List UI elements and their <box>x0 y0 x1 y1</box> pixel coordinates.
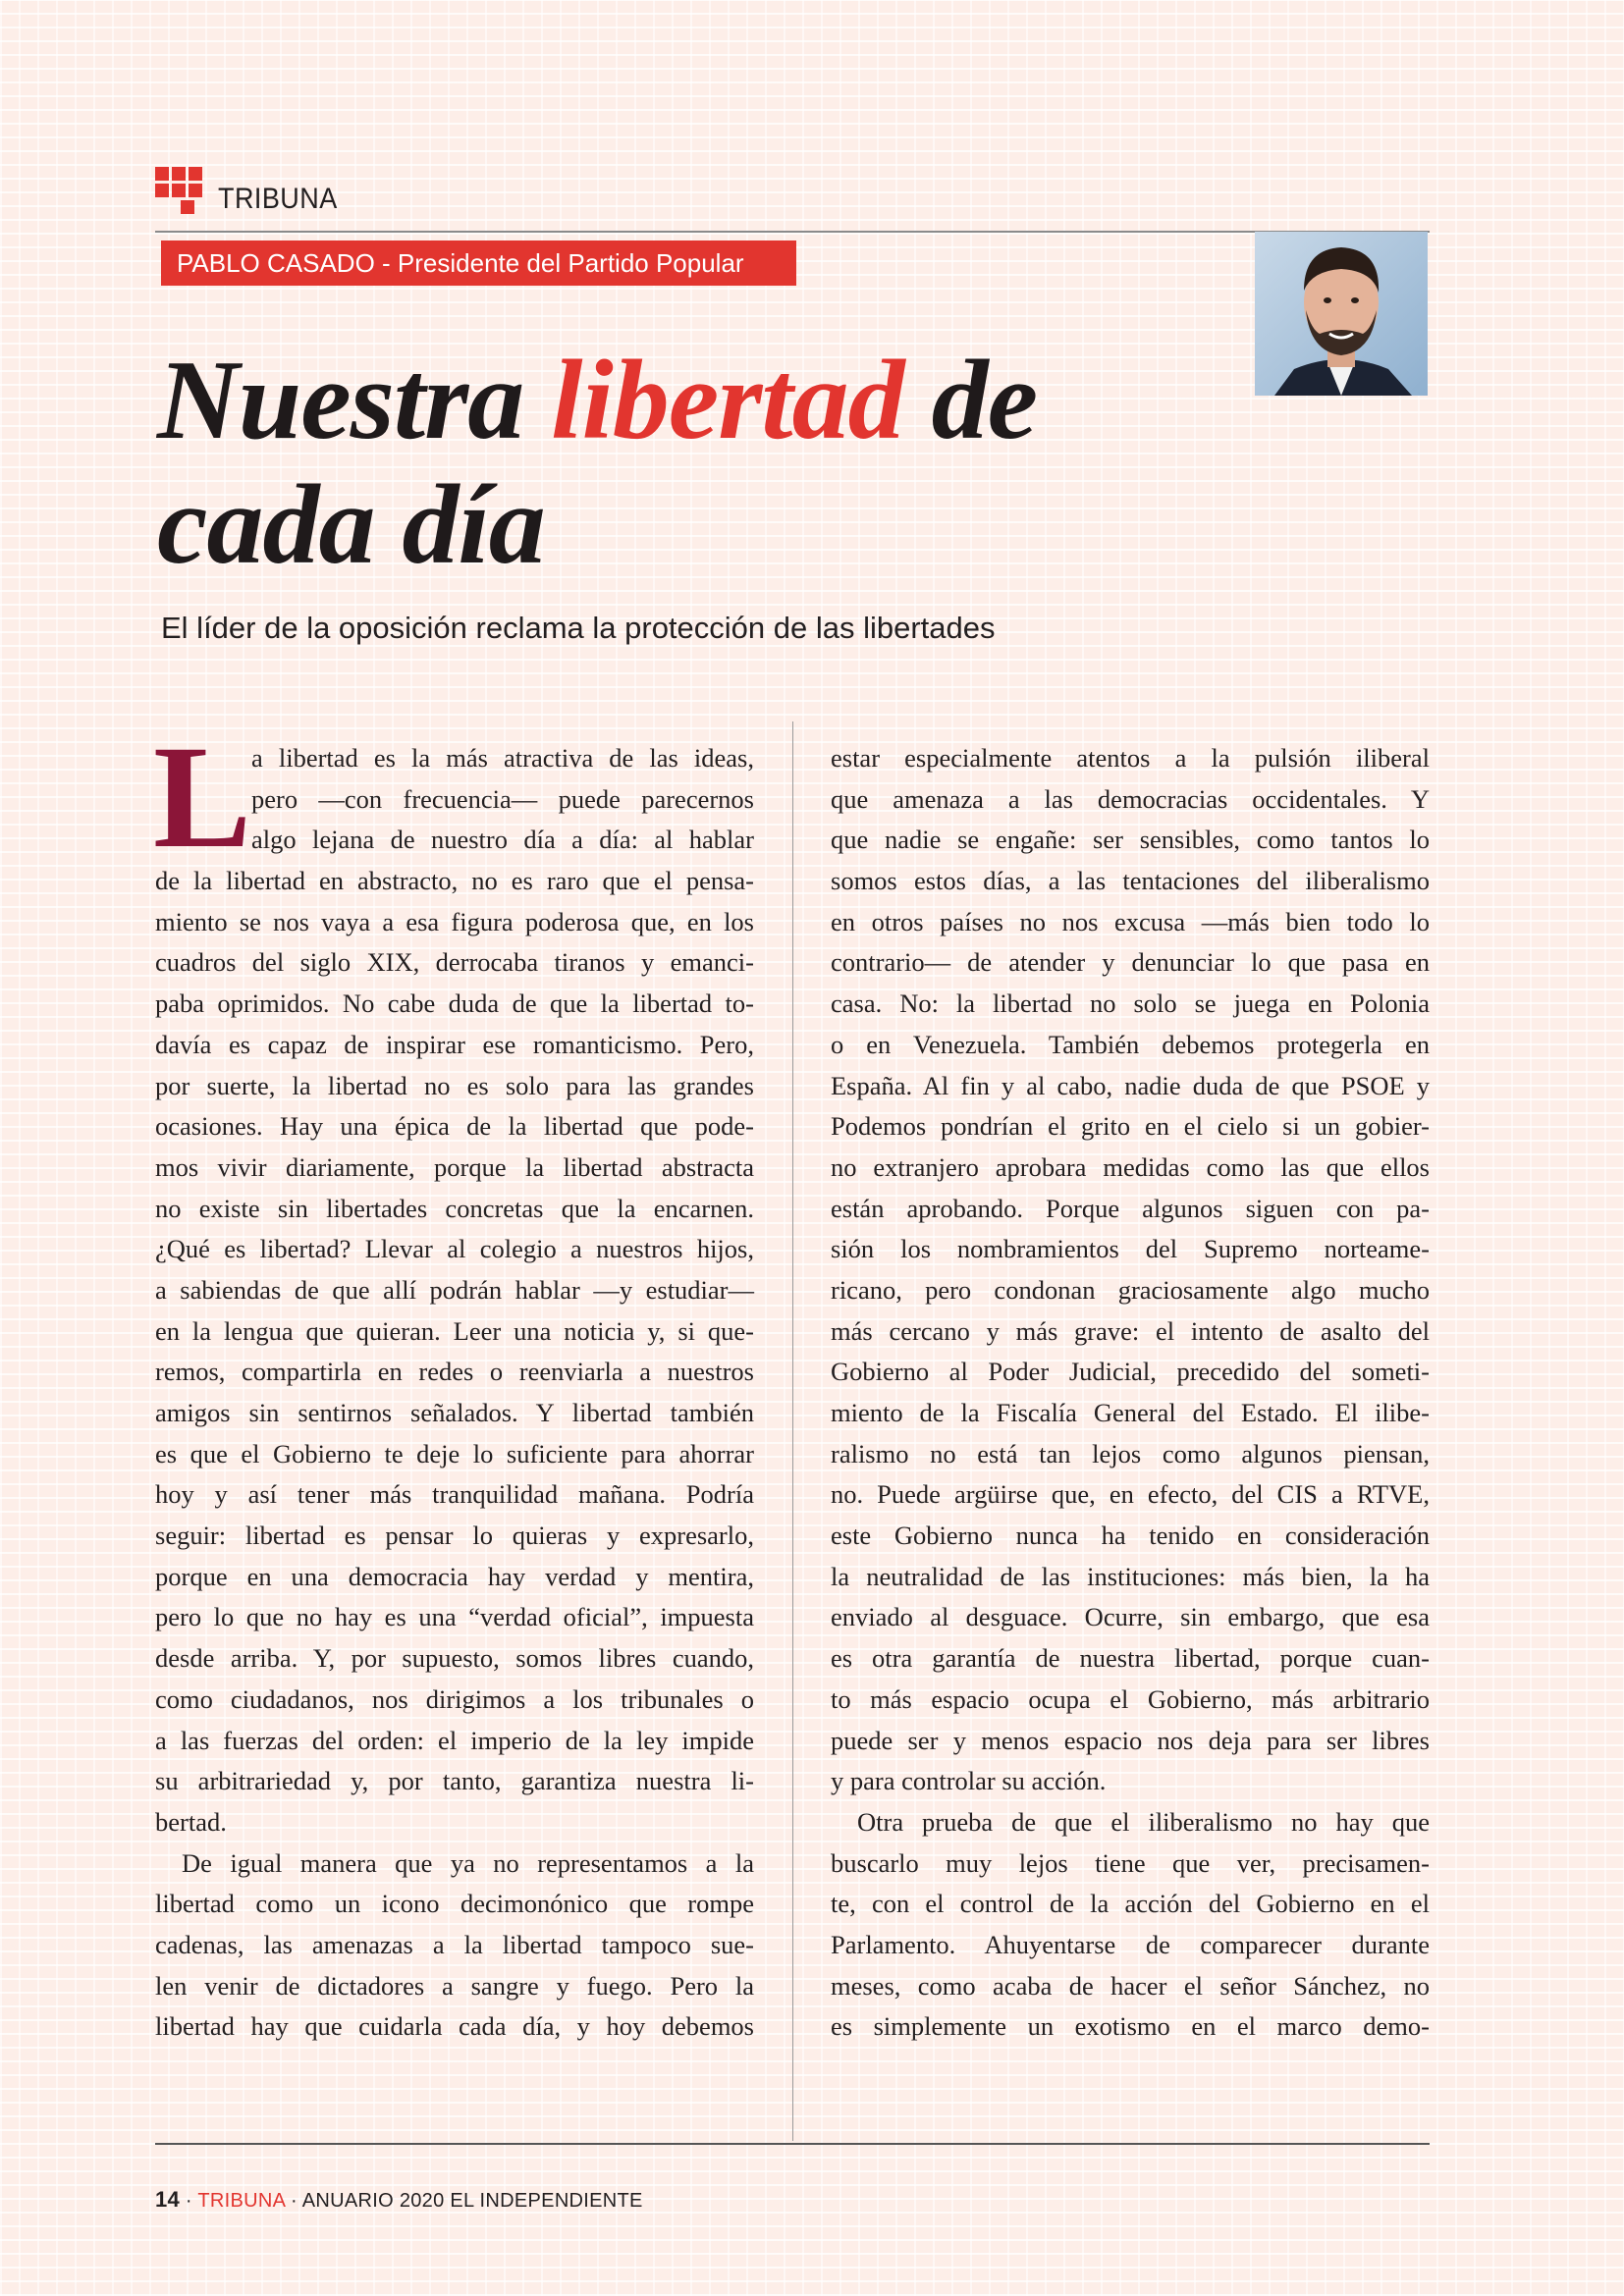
article-text-line: este Gobierno nunca ha tenido en consideración <box>831 1521 1430 1551</box>
author-byline: PABLO CASADO - Presidente del Partido Popular <box>161 240 796 286</box>
article-text-line: a sabiendas de que allí podrán hablar —y estudiar— <box>155 1274 754 1305</box>
section-label: TRIBUNA <box>218 183 338 215</box>
article-text-line: como ciudadanos, nos dirigimos a los tribunales o <box>155 1683 754 1714</box>
article-text-line: miento de la Fiscalía General del Estado. El ilibe- <box>831 1398 1430 1427</box>
article-text-line: davía es capaz de inspirar ese romanticismo. Pero, <box>155 1029 754 1059</box>
article-text-line: España. Al fin y al cabo, nadie duda de que PSOE y <box>831 1070 1430 1100</box>
page-number: 14 <box>155 2187 181 2212</box>
article-text-line: Otra prueba de que el iliberalismo no hay que <box>857 1806 1430 1837</box>
footer-separator: · <box>285 2190 302 2212</box>
article-text-line: somos estos días, a las tentaciones del iliberalismo <box>831 866 1430 896</box>
article-text-line: a las fuerzas del orden: el imperio de la ley impide <box>155 1725 754 1755</box>
article-text-line: De igual manera que ya no representamos a la <box>182 1847 754 1878</box>
article-text-line: la neutralidad de las instituciones: más bien, la ha <box>831 1561 1430 1591</box>
article-text-line: paba oprimidos. No cabe duda de que la libertad to- <box>155 988 754 1019</box>
article-text-line: y para controlar su acción. <box>831 1766 1107 1796</box>
article-column-right <box>831 738 1430 2048</box>
page-footer <box>155 2187 643 2213</box>
article-text-line: cadenas, las amenazas a la libertad tampoco sue- <box>155 1929 754 1959</box>
article-text-line: están aprobando. Porque algunos siguen con pa- <box>831 1193 1430 1223</box>
title-part2: de <box>903 338 1038 463</box>
article-text-line: a libertad es la más atractiva de las ideas, <box>251 743 754 773</box>
article-text-line: no existe sin libertades concretas que la encarnen. <box>155 1193 754 1223</box>
article-text-line: mos vivir diariamente, porque la libertad abstracta <box>155 1151 754 1182</box>
article-text-line: que amenaza a las democracias occidentales. Y <box>831 783 1430 814</box>
article-text-line: no. Puede argüirse que, en efecto, del CIS a RTVE, <box>831 1479 1430 1510</box>
article-text-line: por suerte, la libertad no es solo para las grandes <box>155 1070 754 1100</box>
article-text-line: libertad como un icono decimonónico que rompe <box>155 1889 754 1919</box>
article-text-line: no extranjero aprobara medidas como las que ellos <box>831 1151 1430 1182</box>
title-part1: Nuestra <box>157 338 552 463</box>
article-text-line: desde arriba. Y, por supuesto, somos libres cuando, <box>155 1643 754 1674</box>
article-text-line: te, con el control de la acción del Gobierno en el <box>831 1889 1430 1919</box>
article-text-line: miento se nos vaya a esa figura poderosa que, en los <box>155 906 754 936</box>
article-text-line: ¿Qué es libertad? Llevar al colegio a nuestros hijos, <box>155 1234 754 1264</box>
article-text-line: Gobierno al Poder Judicial, precedido del someti- <box>831 1357 1430 1387</box>
article-text-line: sión los nombramientos del Supremo norteame- <box>831 1234 1430 1264</box>
article-text-line: porque en una democracia hay verdad y mentira, <box>155 1561 754 1591</box>
article-text-line: es otra garantía de nuestra libertad, porque cuan- <box>831 1643 1430 1674</box>
footer-rule <box>155 2143 1430 2145</box>
article-text-line: ricano, pero condonan graciosamente algo mucho <box>831 1274 1430 1305</box>
article-text-line: de la libertad en abstracto, no es raro que el pensa- <box>155 866 754 896</box>
article-text-line: es simplemente un exotismo en el marco demo- <box>831 2011 1430 2042</box>
article-text-line: Parlamento. Ahuyentarse de comparecer durante <box>831 1929 1430 1959</box>
article-text-line: meses, como acaba de hacer el señor Sánchez, no <box>831 1970 1430 2001</box>
article-text-line: su arbitrariedad y, por tanto, garantiza nuestra li- <box>155 1766 754 1796</box>
article-text-line: amigos sin sentirnos señalados. Y libertad también <box>155 1398 754 1427</box>
drop-cap: L <box>153 716 252 879</box>
article-text-line: remos, compartirla en redes o reenviarla a nuestros <box>155 1357 754 1387</box>
article-text-line: bertad. <box>155 1806 227 1837</box>
article-title <box>157 339 1037 588</box>
title-line2: cada día <box>157 462 545 588</box>
article-text-line: pero lo que no hay es una “verdad oficial”, impuesta <box>155 1602 754 1632</box>
header-rule <box>155 231 1430 233</box>
article-text-line: libertad hay que cuidarla cada día, y hoy debemos <box>155 2011 754 2042</box>
article-text-line: buscarlo muy lejos tiene que ver, precisamen- <box>831 1847 1430 1878</box>
article-text-line: estar especialmente atentos a la pulsión iliberal <box>831 743 1430 773</box>
article-text-line: más cercano y más grave: el intento de asalto del <box>831 1315 1430 1346</box>
article-text-line: en otros países no nos excusa —más bien todo lo <box>831 906 1430 936</box>
article-text-line: que nadie se engañe: ser sensibles, como tantos lo <box>831 825 1430 855</box>
tribuna-logo-icon <box>155 167 202 214</box>
article-text-line: to más espacio ocupa el Gobierno, más arbitrario <box>831 1683 1430 1714</box>
footer-publication: ANUARIO 2020 EL INDEPENDIENTE <box>301 2190 643 2212</box>
column-divider <box>792 721 793 2141</box>
author-photo <box>1255 232 1428 396</box>
footer-separator: · <box>180 2190 198 2212</box>
article-text-line: len venir de dictadores a sangre y fuego. Pero la <box>155 1970 754 2001</box>
article-text-line: seguir: libertad es pensar lo quieras y expresarlo, <box>155 1521 754 1551</box>
article-text-line: cuadros del siglo XIX, derrocaba tiranos y emanci- <box>155 947 754 978</box>
article-text-line: algo lejana de nuestro día a día: al hablar <box>251 825 754 855</box>
article-text-line: pero —con frecuencia— puede parecernos <box>251 783 754 814</box>
article-text-line: o en Venezuela. También debemos protegerla en <box>831 1029 1430 1059</box>
article-text-line: casa. No: la libertad no solo se juega en Polonia <box>831 988 1430 1019</box>
title-highlight: libertad <box>551 338 904 463</box>
article-text-line: es que el Gobierno te deje lo suficiente para ahorrar <box>155 1438 754 1468</box>
article-text-line: hoy y así tener más tranquilidad mañana. Podría <box>155 1479 754 1510</box>
article-text-line: ocasiones. Hay una épica de la libertad que pode- <box>155 1111 754 1142</box>
article-text-line: en la lengua que quieran. Leer una noticia y, si que- <box>155 1315 754 1346</box>
article-text-line: ralismo no está tan lejos como algunos piensan, <box>831 1438 1430 1468</box>
article-text-line: Podemos pondrían el grito en el cielo si un gobier- <box>831 1111 1430 1142</box>
article-text-line: contrario— de atender y denunciar lo que pasa en <box>831 947 1430 978</box>
article-text-line: puede ser y menos espacio nos deja para ser libres <box>831 1725 1430 1755</box>
footer-section: TRIBUNA <box>197 2190 286 2212</box>
article-column-left <box>155 738 754 2048</box>
article-subtitle: El líder de la oposición reclama la protección de las libertades <box>161 611 996 645</box>
article-text-line: enviado al desguace. Ocurre, sin embargo, que esa <box>831 1602 1430 1632</box>
